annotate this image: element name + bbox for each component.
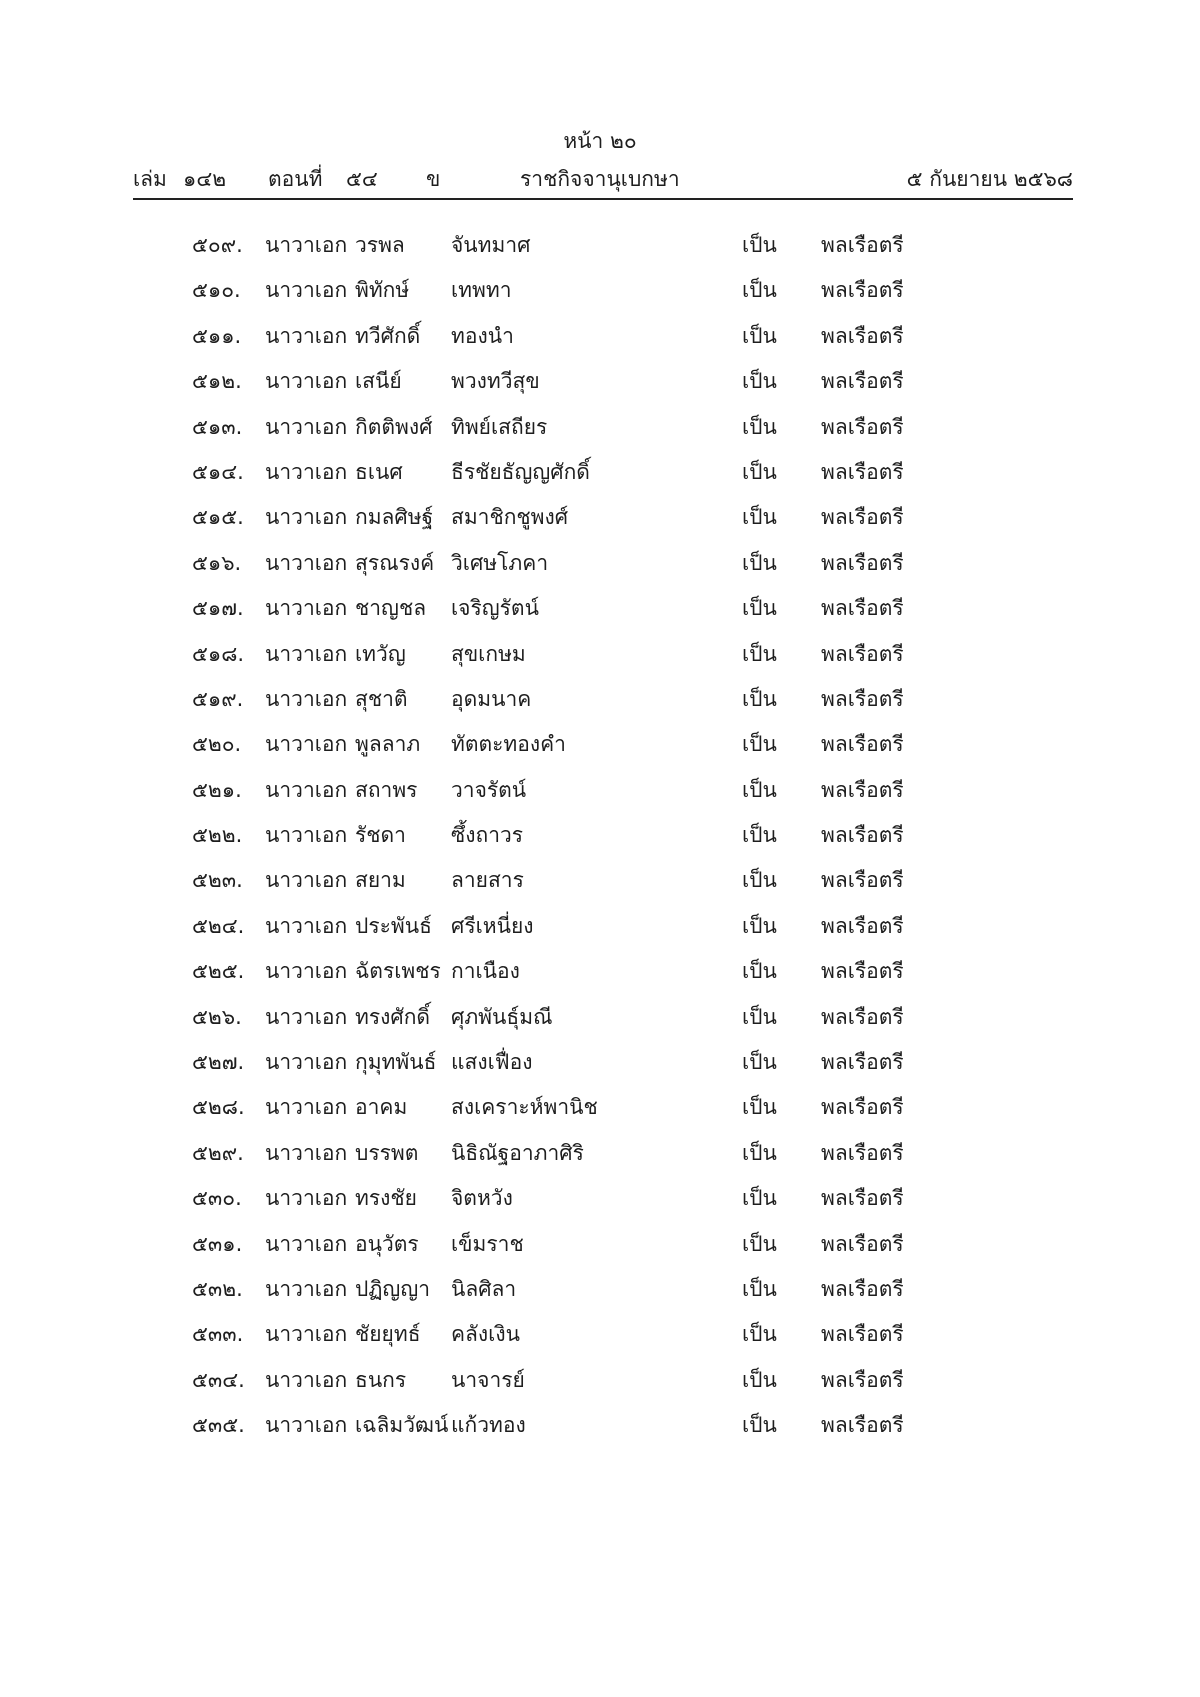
entry-current-rank: นาวาเอก <box>265 1004 348 1029</box>
entry-surname: นาจารย์ <box>451 1367 525 1392</box>
entry-current-rank: นาวาเอก <box>265 278 348 303</box>
entry-new-rank: พลเรือตรี <box>821 1050 904 1075</box>
entry-surname: เจริญรัตน์ <box>451 596 539 621</box>
promotion-list <box>0 229 1200 1455</box>
list-item <box>0 274 1200 319</box>
entry-number: ๕๓๐. <box>192 1186 242 1211</box>
list-item <box>0 683 1200 728</box>
entry-verb: เป็น <box>742 1095 777 1120</box>
entry-new-rank: พลเรือตรี <box>821 1322 904 1347</box>
list-item <box>0 1318 1200 1363</box>
entry-number: ๕๒๖. <box>192 1004 242 1029</box>
entry-first-name: เทวัญ <box>355 641 406 666</box>
entry-number: ๕๒๒. <box>192 823 243 848</box>
list-item <box>0 819 1200 864</box>
entry-current-rank: นาวาเอก <box>265 414 348 439</box>
entry-number: ๕๒๙. <box>192 1140 244 1165</box>
entry-first-name: รัชดา <box>355 823 406 848</box>
entry-verb: เป็น <box>742 1413 777 1438</box>
entry-verb: เป็น <box>742 369 777 394</box>
entry-verb: เป็น <box>742 278 777 303</box>
list-item <box>0 955 1200 1000</box>
page-number-label: หน้า <box>563 129 604 153</box>
list-item <box>0 1137 1200 1182</box>
entry-current-rank: นาวาเอก <box>265 868 348 893</box>
entry-number: ๕๒๓. <box>192 868 243 893</box>
entry-surname: จิตหวัง <box>451 1186 513 1211</box>
list-item <box>0 638 1200 683</box>
entry-verb: เป็น <box>742 868 777 893</box>
entry-verb: เป็น <box>742 233 777 257</box>
entry-current-rank: นาวาเอก <box>265 459 348 484</box>
entry-surname: ศุภพันธุ์มณี <box>451 1004 553 1029</box>
entry-new-rank: พลเรือตรี <box>821 505 904 530</box>
entry-new-rank: พลเรือตรี <box>821 686 904 711</box>
entry-surname: เข็มราช <box>451 1231 524 1256</box>
entry-current-rank: นาวาเอก <box>265 369 348 394</box>
entry-first-name: พิทักษ์ <box>355 278 410 303</box>
entry-surname: ซึ้งถาวร <box>451 823 524 848</box>
list-item <box>0 1409 1200 1454</box>
entry-first-name: ธเนศ <box>355 459 403 484</box>
entry-number: ๕๑๐. <box>192 278 241 303</box>
entry-surname: นิธิณัฐอาภาศิริ <box>451 1140 584 1165</box>
entry-new-rank: พลเรือตรี <box>821 823 904 848</box>
entry-surname: ลายสาร <box>451 868 524 893</box>
entry-new-rank: พลเรือตรี <box>821 414 904 439</box>
entry-current-rank: นาวาเอก <box>265 959 348 984</box>
entry-first-name: ธนกร <box>355 1367 407 1392</box>
entry-verb: เป็น <box>742 1367 777 1392</box>
entry-surname: จันทมาศ <box>451 233 531 257</box>
list-item <box>0 592 1200 637</box>
list-item <box>0 1273 1200 1318</box>
entry-first-name: วรพล <box>355 233 405 257</box>
entry-first-name: พูลลาภ <box>355 732 421 757</box>
entry-surname: ทัตตะทองคำ <box>451 732 566 757</box>
entry-new-rank: พลเรือตรี <box>821 1276 904 1301</box>
entry-number: ๕๒๕. <box>192 959 245 984</box>
entry-current-rank: นาวาเอก <box>265 1231 348 1256</box>
entry-verb: เป็น <box>742 323 777 348</box>
entry-number: ๕๑๕. <box>192 505 244 530</box>
entry-first-name: ประพันธ์ <box>355 913 432 938</box>
entry-new-rank: พลเรือตรี <box>821 868 904 893</box>
entry-new-rank: พลเรือตรี <box>821 913 904 938</box>
list-item <box>0 728 1200 773</box>
entry-new-rank: พลเรือตรี <box>821 777 904 802</box>
entry-verb: เป็น <box>742 505 777 530</box>
entry-surname: กาเนือง <box>451 959 520 984</box>
issue-label: ตอนที่ <box>268 167 323 191</box>
list-item <box>0 1228 1200 1273</box>
entry-current-rank: นาวาเอก <box>265 823 348 848</box>
entry-number: ๕๒๐. <box>192 732 242 757</box>
list-item <box>0 501 1200 546</box>
entry-first-name: กุมุทพันธ์ <box>355 1050 437 1075</box>
entry-current-rank: นาวาเอก <box>265 1322 348 1347</box>
list-item <box>0 320 1200 365</box>
entry-new-rank: พลเรือตรี <box>821 1413 904 1438</box>
entry-verb: เป็น <box>742 1276 777 1301</box>
list-item <box>0 864 1200 909</box>
list-item <box>0 774 1200 819</box>
entry-current-rank: นาวาเอก <box>265 596 348 621</box>
entry-current-rank: นาวาเอก <box>265 1276 348 1301</box>
entry-verb: เป็น <box>742 1140 777 1165</box>
entry-current-rank: นาวาเอก <box>265 732 348 757</box>
entry-number: ๕๑๗. <box>192 596 244 621</box>
entry-verb: เป็น <box>742 550 777 575</box>
entry-first-name: อาคม <box>355 1095 408 1120</box>
entry-first-name: สุชาติ <box>355 686 408 711</box>
section-letter: ข <box>426 167 441 191</box>
entry-number: ๕๓๒. <box>192 1276 243 1301</box>
page-number-value: ๒๐ <box>610 129 637 153</box>
entry-surname: นิลศิลา <box>451 1276 517 1301</box>
page-number <box>0 125 1200 158</box>
entry-new-rank: พลเรือตรี <box>821 1095 904 1120</box>
entry-surname: เทพทา <box>451 278 512 303</box>
entry-number: ๕๓๓. <box>192 1322 244 1347</box>
issue-number: ๕๔ <box>346 167 378 191</box>
entry-new-rank: พลเรือตรี <box>821 323 904 348</box>
entry-new-rank: พลเรือตรี <box>821 732 904 757</box>
entry-number: ๕๒๑. <box>192 777 242 802</box>
entry-number: ๕๑๓. <box>192 414 243 439</box>
entry-verb: เป็น <box>742 596 777 621</box>
entry-number: ๕๓๔. <box>192 1367 245 1392</box>
list-item <box>0 547 1200 592</box>
entry-verb: เป็น <box>742 1186 777 1211</box>
entry-new-rank: พลเรือตรี <box>821 369 904 394</box>
entry-current-rank: นาวาเอก <box>265 323 348 348</box>
volume-number: ๑๔๒ <box>183 167 227 191</box>
entry-first-name: สถาพร <box>355 777 418 802</box>
entry-new-rank: พลเรือตรี <box>821 1140 904 1165</box>
entry-verb: เป็น <box>742 641 777 666</box>
entry-first-name: กมลศิษฐ์ <box>355 505 434 530</box>
entry-surname: วิเศษโภคา <box>451 550 549 575</box>
entry-new-rank: พลเรือตรี <box>821 459 904 484</box>
entry-first-name: อนุวัตร <box>355 1231 419 1256</box>
entry-new-rank: พลเรือตรี <box>821 641 904 666</box>
list-item <box>0 365 1200 410</box>
publication-date: ๕ กันยายน ๒๕๖๘ <box>906 167 1073 191</box>
list-item <box>0 1182 1200 1227</box>
entry-verb: เป็น <box>742 823 777 848</box>
journal-title: ราชกิจจานุเบกษา <box>520 167 680 191</box>
entry-first-name: ชาญชล <box>355 596 427 621</box>
entry-current-rank: นาวาเอก <box>265 1186 348 1211</box>
entry-new-rank: พลเรือตรี <box>821 1367 904 1392</box>
entry-current-rank: นาวาเอก <box>265 641 348 666</box>
entry-number: ๕๓๑. <box>192 1231 243 1256</box>
entry-surname: ศรีเหนี่ยง <box>451 913 534 938</box>
entry-current-rank: นาวาเอก <box>265 550 348 575</box>
entry-first-name: ชัยยุทธ์ <box>355 1322 421 1347</box>
entry-first-name: บรรพต <box>355 1140 419 1165</box>
entry-new-rank: พลเรือตรี <box>821 1186 904 1211</box>
entry-number: ๕๑๒. <box>192 369 242 394</box>
entry-number: ๕๑๙. <box>192 686 244 711</box>
entry-surname: คลังเงิน <box>451 1322 520 1347</box>
list-item <box>0 456 1200 501</box>
entry-new-rank: พลเรือตรี <box>821 278 904 303</box>
list-item <box>0 910 1200 955</box>
entry-first-name: ทรงชัย <box>355 1186 417 1211</box>
entry-surname: อุดมนาค <box>451 686 532 711</box>
entry-first-name: เฉลิมวัฒน์ <box>355 1413 449 1438</box>
entry-current-rank: นาวาเอก <box>265 913 348 938</box>
entry-current-rank: นาวาเอก <box>265 233 348 257</box>
entry-surname: ธีรชัยธัญญศักดิ์ <box>451 459 590 484</box>
entry-verb: เป็น <box>742 459 777 484</box>
entry-verb: เป็น <box>742 1050 777 1075</box>
list-item <box>0 411 1200 456</box>
entry-new-rank: พลเรือตรี <box>821 233 904 257</box>
entry-surname: ทองนำ <box>451 323 514 348</box>
entry-first-name: ทวีศักดิ์ <box>355 323 421 348</box>
entry-number: ๕๐๙. <box>192 233 243 257</box>
entry-surname: สุขเกษม <box>451 641 526 666</box>
list-item <box>0 1046 1200 1091</box>
entry-surname: สงเคราะห์พานิช <box>451 1095 598 1120</box>
entry-surname: แก้วทอง <box>451 1413 526 1438</box>
header-rule <box>133 198 1073 200</box>
entry-first-name: ฉัตรเพชร <box>355 959 441 984</box>
entry-verb: เป็น <box>742 732 777 757</box>
entry-number: ๕๑๘. <box>192 641 245 666</box>
volume-label: เล่ม <box>133 167 167 191</box>
entry-verb: เป็น <box>742 913 777 938</box>
entry-first-name: สุรณรงค์ <box>355 550 435 575</box>
entry-current-rank: นาวาเอก <box>265 1050 348 1075</box>
list-item <box>0 1001 1200 1046</box>
entry-current-rank: นาวาเอก <box>265 1095 348 1120</box>
entry-number: ๕๑๑. <box>192 323 242 348</box>
entry-new-rank: พลเรือตรี <box>821 1231 904 1256</box>
entry-verb: เป็น <box>742 414 777 439</box>
list-item <box>0 1364 1200 1409</box>
entry-surname: วาจรัตน์ <box>451 777 527 802</box>
entry-verb: เป็น <box>742 686 777 711</box>
gazette-header <box>133 163 1073 197</box>
entry-first-name: กิตติพงศ์ <box>355 414 433 439</box>
list-item <box>0 1091 1200 1136</box>
entry-current-rank: นาวาเอก <box>265 1413 348 1438</box>
entry-current-rank: นาวาเอก <box>265 505 348 530</box>
entry-surname: ทิพย์เสถียร <box>451 414 548 439</box>
entry-current-rank: นาวาเอก <box>265 686 348 711</box>
entry-number: ๕๑๖. <box>192 550 242 575</box>
entry-verb: เป็น <box>742 1322 777 1347</box>
entry-surname: พวงทวีสุข <box>451 369 540 394</box>
entry-surname: สมาชิกชูพงศ์ <box>451 505 569 530</box>
list-item <box>0 229 1200 274</box>
entry-new-rank: พลเรือตรี <box>821 596 904 621</box>
entry-number: ๕๒๔. <box>192 913 245 938</box>
entry-current-rank: นาวาเอก <box>265 1140 348 1165</box>
entry-current-rank: นาวาเอก <box>265 1367 348 1392</box>
entry-new-rank: พลเรือตรี <box>821 1004 904 1029</box>
entry-first-name: เสนีย์ <box>355 369 402 394</box>
entry-verb: เป็น <box>742 1004 777 1029</box>
entry-new-rank: พลเรือตรี <box>821 959 904 984</box>
entry-verb: เป็น <box>742 959 777 984</box>
entry-number: ๕๓๕. <box>192 1413 245 1438</box>
entry-number: ๕๑๔. <box>192 459 244 484</box>
entry-number: ๕๒๗. <box>192 1050 245 1075</box>
entry-first-name: สยาม <box>355 868 406 893</box>
entry-first-name: ทรงศักดิ์ <box>355 1004 431 1029</box>
entry-first-name: ปฏิญญา <box>355 1276 431 1301</box>
entry-verb: เป็น <box>742 777 777 802</box>
entry-new-rank: พลเรือตรี <box>821 550 904 575</box>
entry-number: ๕๒๘. <box>192 1095 245 1120</box>
entry-surname: แสงเฟื่อง <box>451 1050 533 1075</box>
entry-verb: เป็น <box>742 1231 777 1256</box>
entry-current-rank: นาวาเอก <box>265 777 348 802</box>
